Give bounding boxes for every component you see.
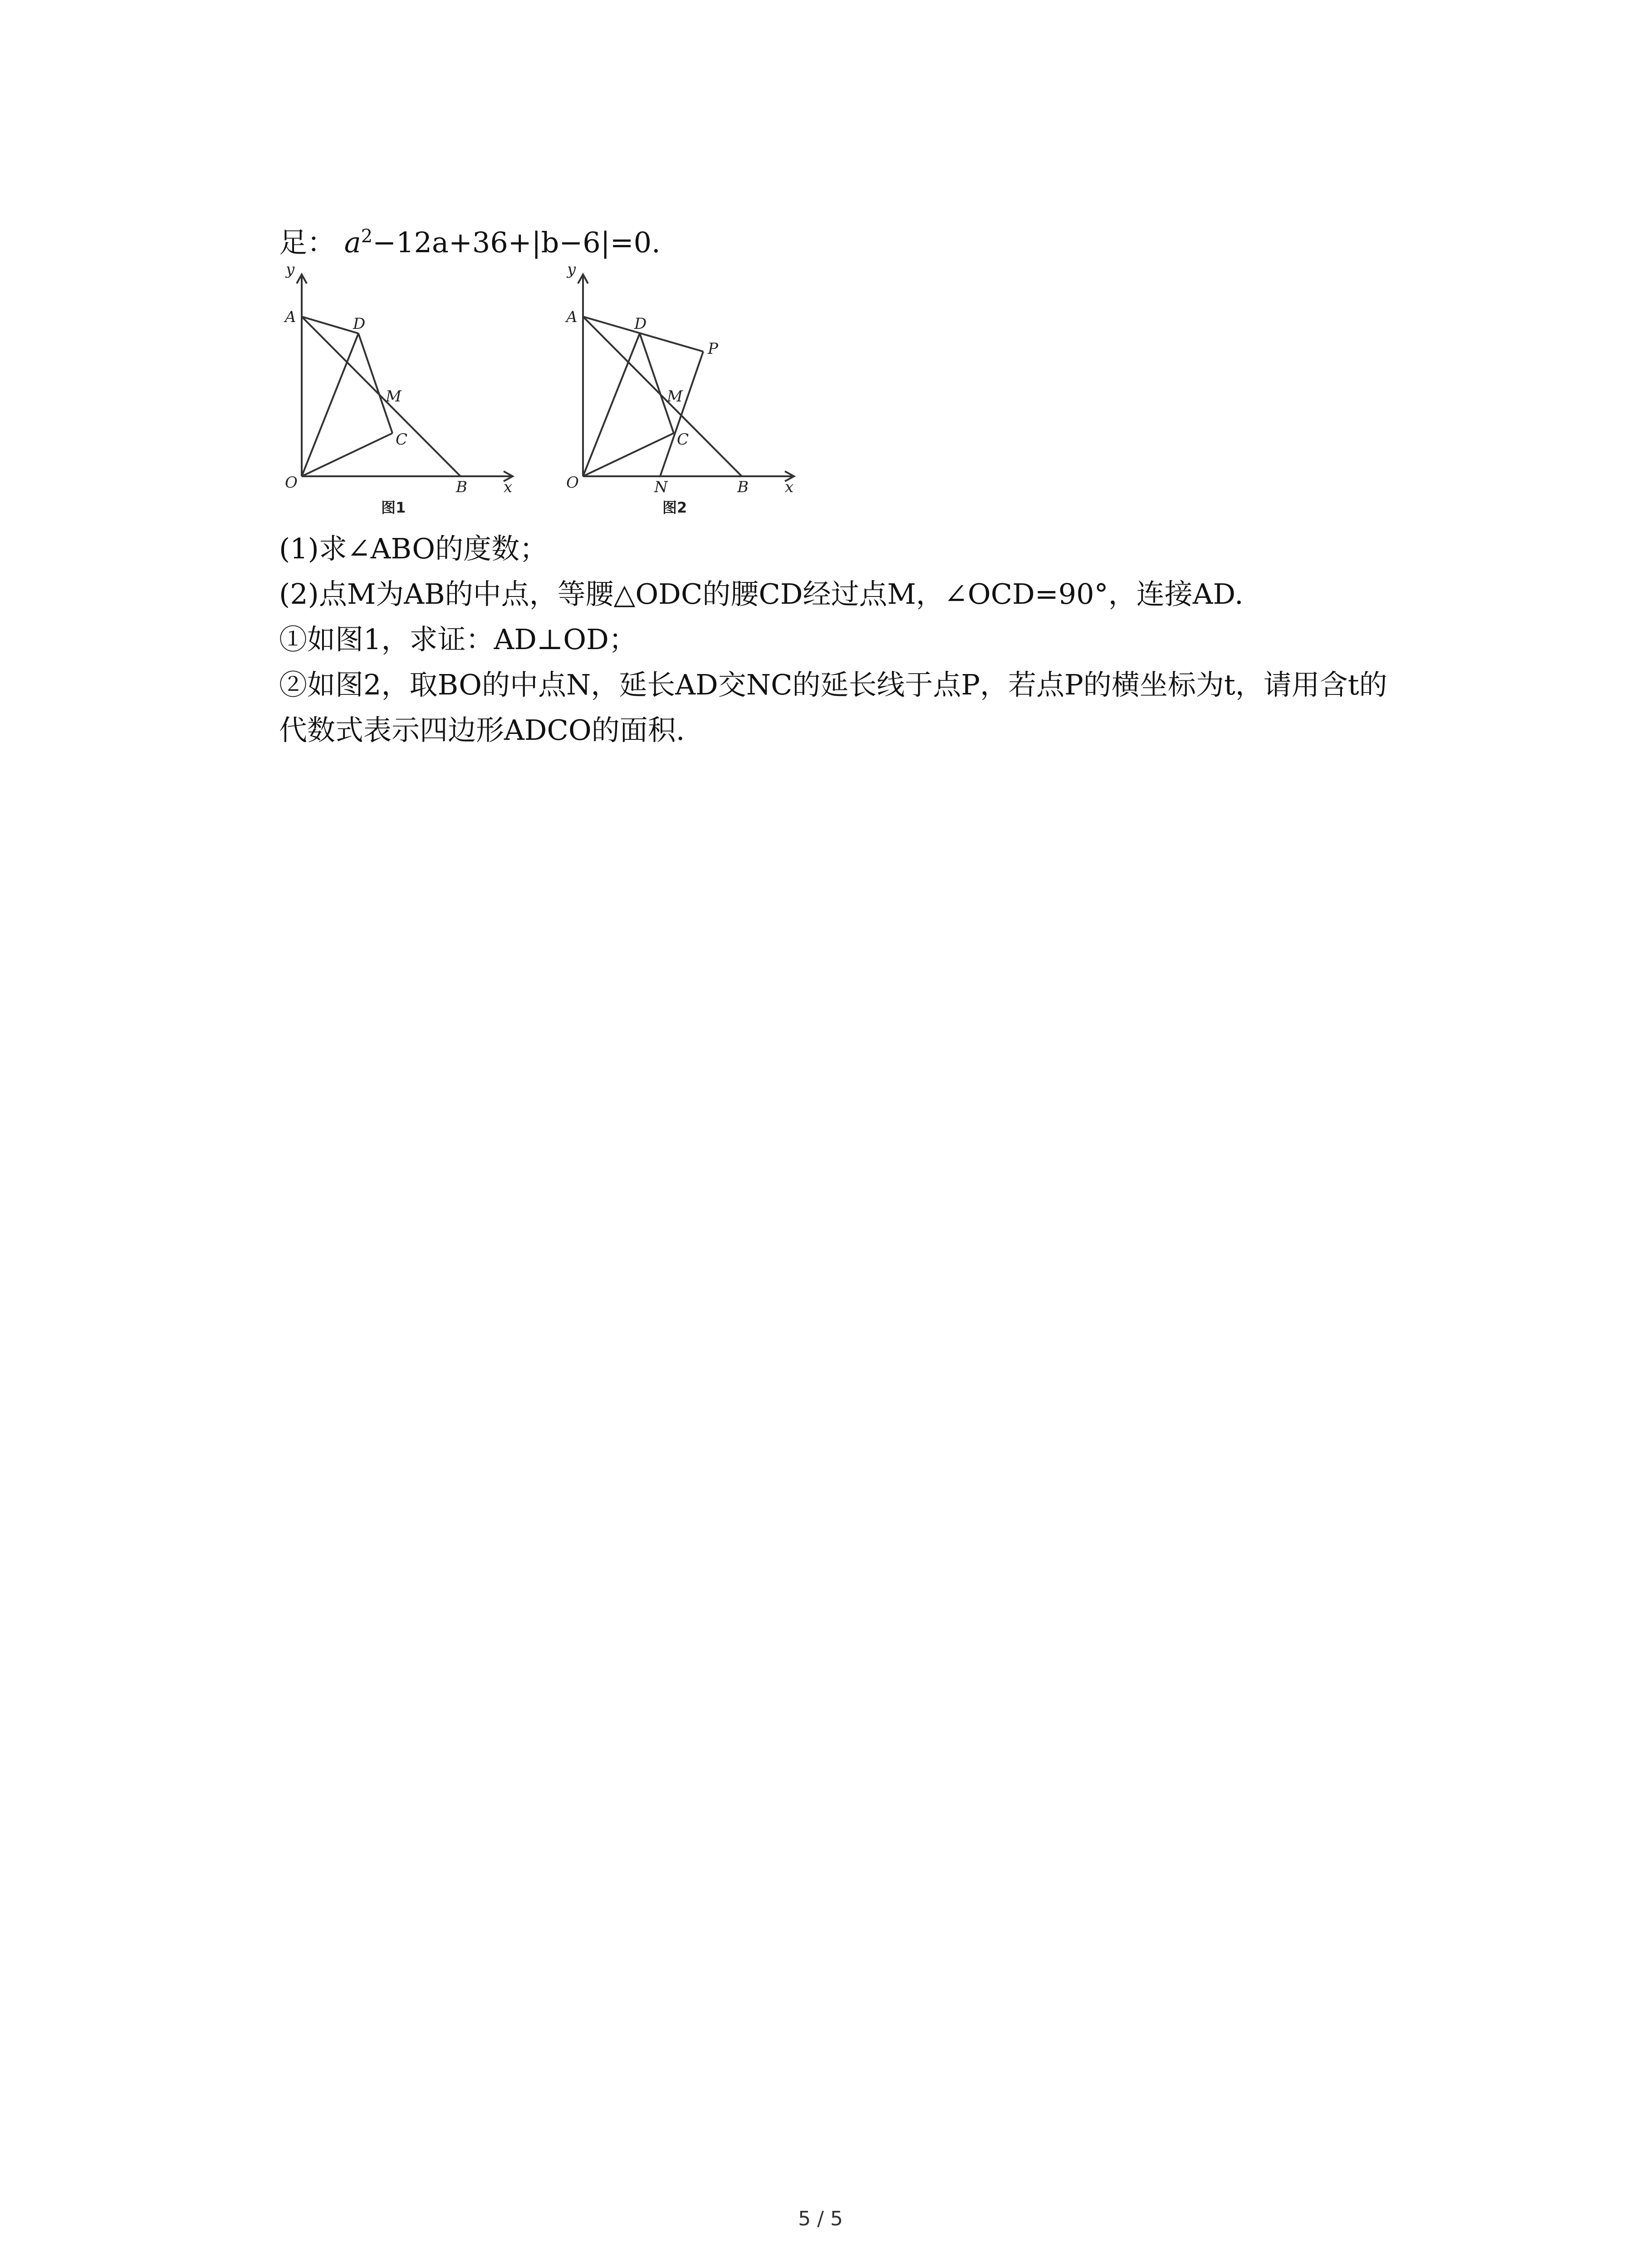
equation-exponent: 2 [361,226,373,247]
fig1-segment-AB [302,317,460,476]
fig2-label-A: A [566,308,578,326]
fig2-caption: 图2 [662,499,687,516]
figure-2 [558,261,812,524]
fig2-segment-DC [640,333,674,433]
fig1-label-O: O [285,474,298,492]
fig1-label-D: D [353,315,366,333]
page-number: 5 / 5 [798,2207,843,2230]
fig2-label-O: O [566,474,579,492]
fig2-label-M: M [667,387,683,406]
fig2-label-C: C [677,430,689,449]
intro-line [279,225,661,261]
question-2-part-1: ①如图1，求证：AD⊥OD； [279,623,637,656]
fig2-label-N: N [654,478,668,496]
fig1-label-y: y [286,261,295,279]
question-1: (1)求∠ABO的度数； [279,532,548,565]
fig1-label-B: B [456,478,467,496]
fig1-segment-DC [358,333,392,433]
fig2-label-D: D [634,315,647,333]
fig2-label-x: x [785,478,794,496]
fig2-label-B: B [737,478,749,496]
equation [344,226,661,259]
fig1-label-C: C [396,430,408,449]
fig2-label-y: y [567,261,576,279]
equation-rest: −12a+36+|b−6|=0. [372,226,661,259]
equation-var-a: a [344,226,361,259]
fig1-segment-OD [302,333,358,476]
intro-prefix: 足： [279,226,336,259]
question-2: (2)点M为AB的中点，等腰△ODC的腰CD经过点M，∠OCD=90°，连接AD. [279,577,1244,611]
figure-2-svg [558,261,812,524]
question-2-part-2-line-2: 代数式表示四边形ADCO的面积. [279,714,685,747]
fig1-caption: 图1 [381,499,406,516]
fig2-label-P: P [708,340,718,358]
figure-1-svg [277,261,531,524]
fig1-label-x: x [504,478,513,496]
fig2-segment-OD [583,333,640,476]
figure-1 [277,261,531,524]
fig1-label-A: A [285,308,296,326]
fig1-label-M: M [386,387,402,406]
question-2-part-2-line-1: ②如图2，取BO的中点N，延长AD交NC的延长线于点P，若点P的横坐标为t，请用含t的 [279,668,1387,701]
